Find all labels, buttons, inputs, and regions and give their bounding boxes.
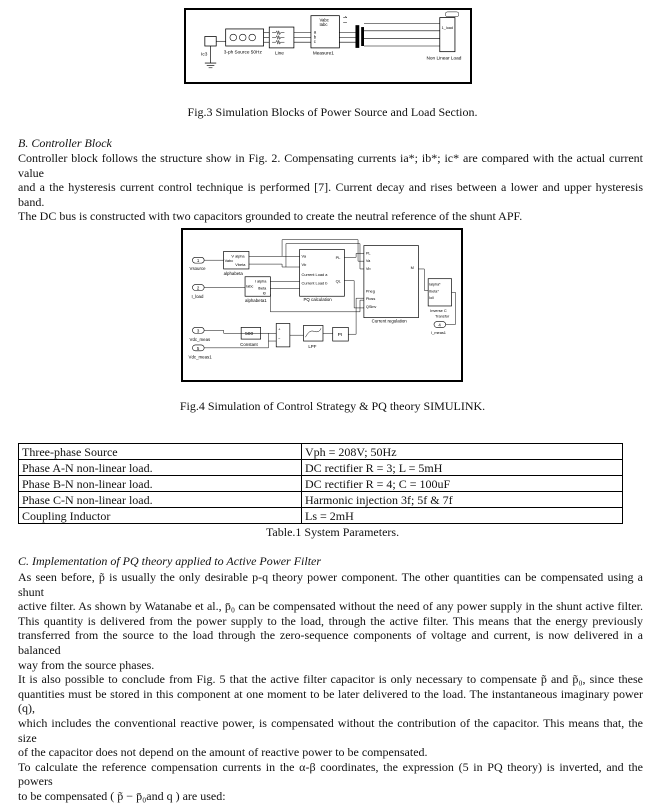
table-row xyxy=(19,476,623,492)
section-c-line: As seen before, p̃ is usually the only desirable p-q theory power component. The other quantities can be compensated using a shunt xyxy=(18,570,643,599)
fig4-valpha-label: V alpha xyxy=(231,253,245,259)
fig3-port-a: a xyxy=(313,29,317,35)
fig4-iload-label: I_load xyxy=(191,294,204,300)
fig3-caption: Fig.3 Simulation Blocks of Power Source and Load Section. xyxy=(187,105,478,119)
fig4-imeas1-label: I_meas1 xyxy=(431,330,446,336)
fig4-pq-calc-label: PQ calculation xyxy=(303,297,332,303)
table-row xyxy=(19,492,623,508)
section-c-line: quantities must be stored in this component at one moment to be later delivered to the load. The instantaneous imaginary power (q), xyxy=(18,686,643,716)
section-c-line: which includes the conventional reactive power, is compensated without the contribution of the capacitor. This means that, the size xyxy=(18,715,643,745)
fig4-constant-value: 500 xyxy=(245,332,254,338)
fig4-pi-label: PI xyxy=(337,333,343,339)
fig4-caption: Fig.4 Simulation of Control Strategy & PQ theory SIMULINK. xyxy=(179,399,486,413)
fig4-ialpha-label: I alpha xyxy=(254,278,267,284)
param-name: Phase B-N non-linear load. xyxy=(19,476,302,492)
fig4-alphabeta-label: alphabeta xyxy=(223,270,243,276)
section-c-line: active filter. As shown by Watanabe et al., p̄₀ can be compensated without the need of any power supply in the shunt active filter. xyxy=(18,599,643,614)
param-value: DC rectifier R = 3; L = 5mH xyxy=(302,460,623,476)
fig3-source-block xyxy=(226,29,264,46)
fig3-load-port: 1_load xyxy=(441,25,453,30)
fig3-iabc-label: Iabc xyxy=(319,22,328,28)
fig4-pq-pl: PL xyxy=(335,255,341,261)
fig4-vdcmeas1-label: Vdc_meas1 xyxy=(188,354,212,360)
fig3-port-c: c xyxy=(313,39,316,45)
fig4-cr-pl: PL xyxy=(365,250,371,256)
fig3-ground-block xyxy=(205,37,216,46)
param-value: DC rectifier R = 4; C = 100uF xyxy=(302,476,623,492)
section-c-line: way from the source phases. xyxy=(18,657,155,672)
param-value: Harmonic injection 3f; 5f & 7f xyxy=(302,492,623,508)
fig3-measure-label: Measure1 xyxy=(312,51,334,57)
fig4-inverse-label: Inverse C xyxy=(430,307,447,313)
fig4-vdcmeas-label: Vdc_meas xyxy=(189,337,211,343)
param-name: Three-phase Source xyxy=(19,444,302,460)
fig3-line-label: Line xyxy=(274,51,284,57)
fig4-inv-ibeta: Ibeta* xyxy=(429,289,439,294)
param-name: Phase A-N non-linear load. xyxy=(19,460,302,476)
section-c-line: of the capacitor does not depend on the amount of reactive power to be compensated. xyxy=(18,745,428,760)
fig4-i0-label: I0 xyxy=(262,290,266,296)
fig4-pq-curb: Current Load b xyxy=(301,280,328,286)
section-c-heading: C. Implementation of PQ theory applied to Active Power Filter xyxy=(18,554,322,568)
fig4-cr-ploss: Ploss xyxy=(365,296,376,302)
fig3-diagram xyxy=(184,8,472,84)
fig3-ground-label: Ic3 xyxy=(201,52,208,58)
section-c-line: to be compensated ( p̃ − p̄₀and q ) are used: xyxy=(18,788,226,803)
fig3-load-label: Non Linear Load xyxy=(426,56,462,62)
fig3-bus-bar xyxy=(355,25,359,48)
section-c-line: To calculate the reference compensation currents in the α-β coordinates, the expression (5 in PQ theory) is inverted, and the powers xyxy=(18,759,643,789)
fig4-out4-label: 4 xyxy=(438,322,441,328)
fig4-cr-m: M xyxy=(410,264,414,270)
fig3-load-block xyxy=(440,18,455,52)
fig4-cr-label: Current regulation xyxy=(371,318,407,324)
param-name: Coupling Inductor xyxy=(19,508,302,524)
fig4-ibeta-label: Ibeta xyxy=(257,285,267,291)
section-b-line: The DC bus is constructed with two capacitors grounded to create the neutral reference of the shunt APF. xyxy=(18,209,523,224)
fig4-vbeta-label: Vbeta xyxy=(235,262,246,268)
fig4-vsource-label: Vsource xyxy=(189,265,206,271)
table-row xyxy=(19,444,623,460)
fig4-cr-va: Va xyxy=(365,258,371,264)
fig4-pq-ql: QL xyxy=(335,278,341,284)
fig4-pq-vb: Vb xyxy=(301,262,307,268)
fig4-pq-va: Va xyxy=(301,253,306,259)
fig4-in5-label: 5 xyxy=(196,345,200,351)
section-b-heading: B. Controller Block xyxy=(18,136,112,150)
system-parameters-table xyxy=(18,443,623,524)
section-c-line: It is also possible to conclude from Fig. 5 that the active filter capacitor is only necessary to compensate p̃ and p̃₀, since these xyxy=(18,672,643,687)
section-b-line: and a the hysteresis current control technique is performed [7]. Current decay and rises between a lower and upper hysteresis band. xyxy=(18,180,643,209)
table-row xyxy=(19,508,623,524)
section-c-line: This quantity is delivered from the power supply to the load, through the active filter. This means that the energy previously xyxy=(18,613,643,628)
fig4-cr-qsinv: QSinv xyxy=(365,303,377,309)
fig3-port-b: b xyxy=(313,34,317,40)
section-b-paragraph xyxy=(18,151,643,224)
fig4-vabc-label: Vabc xyxy=(224,258,234,264)
param-value: Ls = 2mH xyxy=(302,508,623,524)
section-c-paragraph xyxy=(18,570,643,804)
section-c-line: transferred from the source to the load through the zero-sequence components of voltage and current, is now delivered in a balanced xyxy=(18,628,643,657)
table-row xyxy=(19,460,623,476)
svg-text:+: + xyxy=(278,326,281,332)
fig4-alphabeta1-label: alphabeta1 xyxy=(245,298,267,304)
table1-caption: Table.1 System Parameters. xyxy=(265,525,400,539)
fig4-inv-ioll: Ioll xyxy=(429,296,434,301)
fig4-constant-label: Constant xyxy=(240,341,258,347)
param-value: Vph = 208V; 50Hz xyxy=(302,444,623,460)
svg-text:−: − xyxy=(278,336,281,342)
fig3-source-label: 3-ph Source 50Hz xyxy=(223,50,262,56)
fig4-cr-pneg: Pneg xyxy=(365,288,375,294)
fig4-cr-vb: Vb xyxy=(365,265,371,271)
fig3-vabc-label: Vabc xyxy=(319,17,329,23)
fig4-lpf-label: LPF xyxy=(308,343,317,349)
fig4-transform-label: Transfor xyxy=(434,313,450,319)
fig4-diagram xyxy=(181,228,463,382)
fig4-in2-label: 2 xyxy=(196,285,200,291)
fig4-lpf-block xyxy=(303,325,322,341)
fig4-in3-label: 3 xyxy=(196,328,200,334)
section-b-line: Controller block follows the structure show in Fig. 2. Compensating currents ia*; ib*; ic* are compared with the actual current value xyxy=(18,151,643,180)
fig4-iabc-label: Iabc xyxy=(246,283,254,289)
fig4-pq-cura: Current Load a xyxy=(301,271,328,277)
fig4-in1-label: 1 xyxy=(196,258,200,264)
fig4-inv-ialpha: Ialpha* xyxy=(429,282,441,287)
param-name: Phase C-N non-linear load. xyxy=(19,492,302,508)
